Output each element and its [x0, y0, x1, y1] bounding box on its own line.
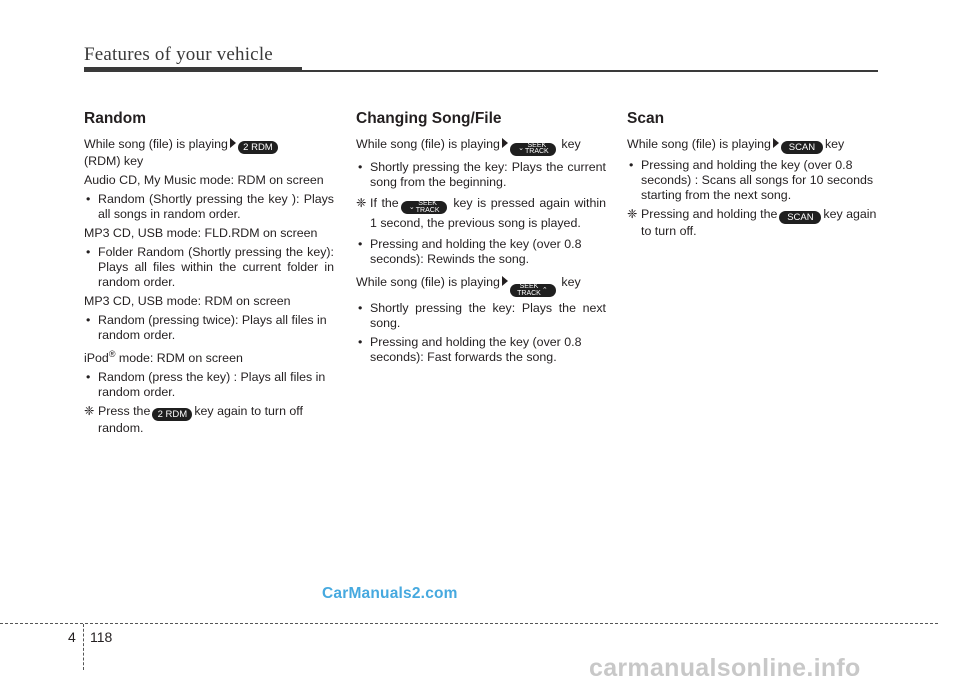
track-label: TRACK: [415, 206, 440, 214]
seek-up-key-icon: [510, 284, 556, 297]
random-intro-text: While song (file) is playing: [84, 137, 228, 151]
ipod-mode-text: mode: RDM on screen: [115, 351, 243, 366]
random-mp3-mode: MP3 CD, USB mode: FLD.RDM on screen: [84, 226, 318, 240]
chevron-up-icon: ⌃: [541, 286, 548, 294]
changing-bullet-3: • Shortly pressing the key: Plays the next song.: [356, 301, 606, 331]
changing-intro-2-key: key: [561, 275, 581, 289]
scan-intro: [627, 137, 879, 154]
rdm-key-icon: 2 RDM: [152, 408, 192, 421]
note-marker-icon: ❈: [84, 404, 95, 419]
play-triangle-icon: [773, 138, 779, 148]
scan-intro-key: key: [824, 137, 845, 151]
ipod-label: iPod: [84, 351, 109, 366]
random-note-text-b: key again to turn off random.: [98, 404, 303, 436]
registered-mark: ®: [108, 349, 116, 359]
changing-note-text-b: key is pressed again within 1 second, the previous song is played.: [370, 195, 606, 230]
note-marker-icon: ❈: [627, 207, 638, 221]
watermark-carmanuals2: CarManuals2.com: [322, 585, 458, 602]
changing-note-text-a: If the: [370, 195, 399, 210]
random-note: [84, 404, 334, 436]
page-header-title: Features of your vehicle: [84, 44, 273, 65]
random-mp3-bullet: • Folder Random (Shortly pressing the key): Plays all files within the current folder in random order.: [84, 245, 334, 290]
seek-down-key-icon: [510, 143, 556, 156]
seek-label: SEEK: [527, 141, 547, 149]
scan-note-text-b: key again to turn off.: [641, 207, 877, 238]
footer-dashed-rule: [0, 623, 938, 624]
random-section: [84, 110, 334, 440]
changing-bullet-4: • Pressing and holding the key (over 0.8 seconds): Fast forwards the song.: [356, 335, 606, 365]
track-label: TRACK: [525, 148, 549, 155]
rdm-key-icon: 2 RDM: [238, 141, 278, 154]
scan-key-icon: SCAN: [779, 211, 821, 224]
random-intro-text-2: (RDM) key: [84, 154, 144, 168]
random-note-text-a: Press the: [98, 404, 151, 419]
random-audio-bullet: • Random (Shortly pressing the key ): Plays all songs in random order.: [84, 192, 334, 222]
seek-label: SEEK: [418, 200, 437, 207]
random-ipod-bullet: • Random (press the key) : Plays all files in random order.: [84, 370, 334, 400]
footer-dashed-divider: [83, 624, 84, 670]
seek-down-key-icon: [401, 201, 447, 214]
changing-bullet-1: • Shortly pressing the key: Plays the current song from the beginning.: [356, 160, 606, 190]
page-number: 118: [90, 629, 113, 645]
seek-label: SEEK: [519, 283, 539, 290]
changing-intro-1-key: key: [561, 137, 581, 151]
scan-intro-text: While song (file) is playing: [627, 137, 771, 151]
play-triangle-icon: [230, 138, 236, 148]
scan-section: [627, 110, 879, 243]
scan-note-text-a: Pressing and holding the: [641, 207, 778, 221]
chapter-number: 4: [68, 629, 76, 645]
random-mp3-mode-2: MP3 CD, USB mode: RDM on screen: [84, 294, 291, 308]
header-rule-thick: [84, 67, 302, 72]
random-audio-mode: Audio CD, My Music mode: RDM on screen: [84, 173, 324, 187]
changing-bullet-2: • Pressing and holding the key (over 0.8 seconds): Rewinds the song.: [356, 237, 606, 267]
changing-intro-2-text: While song (file) is playing: [356, 275, 500, 289]
changing-intro-1-text: While song (file) is playing: [356, 137, 500, 151]
changing-heading: Changing Song/File: [356, 110, 502, 127]
chevron-down-icon: ⌄: [408, 203, 415, 211]
track-label: TRACK: [517, 289, 541, 297]
header-rule-thin: [302, 70, 878, 72]
scan-bullet: • Pressing and holding the key (over 0.8 seconds) : Scans all songs for 10 seconds starting from the next song.: [627, 158, 879, 203]
changing-note: [356, 194, 606, 234]
changing-section: [356, 110, 606, 369]
play-triangle-icon: [502, 138, 508, 148]
random-intro: [84, 137, 334, 169]
changing-intro-1: [356, 137, 606, 156]
chevron-down-icon: ⌄: [518, 145, 524, 152]
scan-note: [627, 207, 879, 239]
changing-intro-2: [356, 275, 606, 297]
scan-key-icon: SCAN: [781, 141, 823, 154]
random-heading: Random: [84, 110, 146, 127]
watermark-carmanualsonline: carmanualsonline.info: [589, 654, 861, 682]
random-mp3-bullet-2: • Random (pressing twice): Plays all files in random order.: [84, 313, 334, 343]
random-ipod-mode: [84, 347, 334, 366]
scan-heading: Scan: [627, 110, 665, 127]
note-marker-icon: ❈: [356, 195, 367, 210]
play-triangle-icon: [502, 276, 508, 286]
